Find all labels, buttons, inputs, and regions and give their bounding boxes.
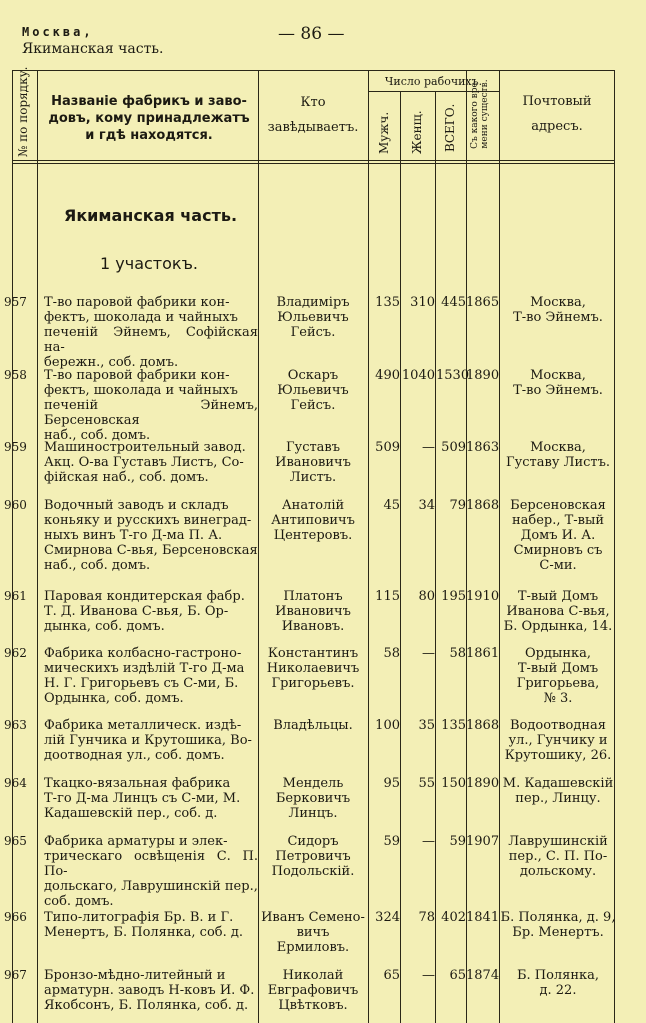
factory-name-line: Машиностроительный завод. bbox=[44, 440, 246, 455]
director-name-line: Ивановичъ bbox=[275, 455, 351, 470]
factory-name-line: Ткацко-вязальная фабрика bbox=[44, 776, 231, 791]
founded-year: 1841 bbox=[466, 910, 500, 925]
total-count: 79 bbox=[449, 498, 466, 513]
row-number: 961 bbox=[4, 589, 27, 603]
men-count: 65 bbox=[383, 968, 400, 983]
postal-address-line: Т-вый Домъ bbox=[517, 661, 599, 676]
director-name-line: Ермиловъ. bbox=[276, 940, 350, 955]
postal-address-line: Лаврушинскій bbox=[508, 834, 608, 849]
postal-address-line: дольскому. bbox=[519, 864, 597, 879]
postal-address-line: Ордынка, bbox=[524, 646, 591, 661]
factory-name-line: Т. Д. Иванова С-вья, Б. Ор- bbox=[44, 604, 229, 619]
factory-name-line: соб. домъ. bbox=[44, 894, 114, 909]
founded-year: 1910 bbox=[466, 589, 500, 604]
header-bottom-rule-2 bbox=[12, 163, 614, 164]
director-name bbox=[258, 718, 368, 733]
factory-name-line: Водочный заводъ и складъ bbox=[44, 498, 229, 513]
postal-address bbox=[500, 368, 616, 398]
director-name-line: Ивановичъ bbox=[275, 604, 351, 619]
col-header-no: № по порядку. bbox=[16, 66, 30, 157]
director-name-line: Антиповичъ bbox=[271, 513, 355, 528]
col-header-address-line: адресъ. bbox=[531, 119, 583, 134]
director-name-line: Евграфовичъ bbox=[267, 983, 359, 998]
director-name-line: Анатолій bbox=[281, 498, 345, 513]
director-name-line: Платонъ bbox=[283, 589, 343, 604]
women-count: 80 bbox=[418, 589, 435, 604]
director-name-line: Николаевичъ bbox=[266, 661, 360, 676]
factory-name bbox=[44, 968, 258, 1013]
col-header-men: Мужч. bbox=[377, 111, 391, 154]
factory-name-line: Фабрика колбасно-гастроно- bbox=[44, 646, 242, 661]
director-name-line: Гейсъ. bbox=[290, 325, 336, 340]
director-name-line: Юльевичъ bbox=[277, 310, 349, 325]
postal-address bbox=[500, 910, 616, 940]
factory-name-line: доотводная ул., соб. домъ. bbox=[44, 748, 225, 763]
factory-name bbox=[44, 498, 258, 573]
postal-address-line: Москва, bbox=[530, 295, 586, 310]
postal-address-line: ул., Гунчику и bbox=[508, 733, 608, 748]
men-count: 45 bbox=[383, 498, 400, 513]
men-count: 115 bbox=[375, 589, 400, 604]
factory-name-line: Типо-литографія Бр. В. и Г. bbox=[44, 910, 234, 925]
postal-address-line: Домъ И. А. bbox=[520, 528, 596, 543]
postal-address bbox=[500, 968, 616, 998]
postal-address-line: набер., Т-вый bbox=[511, 513, 605, 528]
col-header-director bbox=[258, 94, 368, 136]
postal-address bbox=[500, 646, 616, 706]
factory-name bbox=[44, 295, 258, 370]
total-count: 135 bbox=[441, 718, 466, 733]
director-name-line: Ивановъ. bbox=[281, 619, 345, 634]
row-number: 967 bbox=[4, 968, 27, 982]
postal-address bbox=[500, 718, 616, 763]
factory-name-line: Фабрика арматуры и элек- bbox=[44, 834, 228, 849]
founded-year: 1868 bbox=[466, 498, 500, 513]
director-name-line: Николай bbox=[282, 968, 344, 983]
factory-name-line: Якобсонъ, Б. Полянка, соб. д. bbox=[44, 998, 249, 1013]
factory-name-line: арматурн. заводъ Н-ковъ И. Ф. bbox=[44, 983, 255, 998]
founded-year: 1861 bbox=[466, 646, 500, 661]
factory-name-line: Менертъ, Б. Полянка, соб. д. bbox=[44, 925, 243, 940]
col-header-address-line: Почтовый bbox=[522, 94, 592, 109]
factory-name-line: мическихъ издѣлій Т-го Д-ма bbox=[44, 661, 245, 676]
subsection-title: 1 участокъ. bbox=[100, 254, 198, 273]
rule-men bbox=[400, 91, 401, 1023]
factory-name-line: ныхъ винъ Т-го Д-ма П. А. bbox=[44, 528, 223, 543]
factory-name bbox=[44, 368, 258, 443]
row-number: 964 bbox=[4, 776, 27, 790]
factory-name-line: Акц. О-ва Густавъ Листъ, Со- bbox=[44, 455, 244, 470]
director-name-line: Гейсъ. bbox=[290, 398, 336, 413]
postal-address-line: Григорьева, bbox=[516, 676, 600, 691]
factory-name-line: печеній Эйнемъ, Берсеновская bbox=[44, 398, 258, 428]
director-name-line: Иванъ Семено- bbox=[261, 910, 365, 925]
director-name-line: Центеровъ. bbox=[273, 528, 353, 543]
postal-address-line: пер., Линцу. bbox=[515, 791, 601, 806]
postal-address-line: С-ми. bbox=[539, 558, 577, 573]
founded-year: 1890 bbox=[466, 368, 500, 383]
postal-address-line: Москва, bbox=[530, 368, 586, 383]
director-name-line: Константинъ bbox=[267, 646, 359, 661]
col-header-since: Съ какого вре- мени существ. bbox=[470, 79, 490, 149]
postal-address-line: Т-во Эйнемъ. bbox=[513, 383, 603, 398]
men-count: 59 bbox=[383, 834, 400, 849]
rule-director bbox=[368, 70, 369, 1023]
col-header-name-line: Названіе фабрикъ и заво- bbox=[51, 94, 247, 109]
postal-address-line: Б. Полянка, д. 9, bbox=[500, 910, 616, 925]
director-name-line: Владѣльцы. bbox=[273, 718, 353, 733]
postal-address bbox=[500, 440, 616, 470]
director-name bbox=[258, 295, 368, 340]
men-count: 95 bbox=[383, 776, 400, 791]
row-number: 959 bbox=[4, 440, 27, 454]
postal-address-line: д. 22. bbox=[539, 983, 577, 998]
row-number: 963 bbox=[4, 718, 27, 732]
factory-name-line: Бронзо-мѣдно-литейный и bbox=[44, 968, 226, 983]
postal-address-line: Т-во Эйнемъ. bbox=[513, 310, 603, 325]
factory-name bbox=[44, 834, 258, 909]
founded-year: 1863 bbox=[466, 440, 500, 455]
factory-name bbox=[44, 440, 258, 485]
postal-address bbox=[500, 295, 616, 325]
factory-name-line: Т-во паровой фабрики кон- bbox=[44, 295, 230, 310]
col-header-name-line: и гдѣ находятся. bbox=[85, 128, 213, 143]
row-number: 966 bbox=[4, 910, 27, 924]
director-name-line: вичъ bbox=[296, 925, 330, 940]
total-count: 195 bbox=[441, 589, 466, 604]
men-count: 509 bbox=[375, 440, 400, 455]
row-number: 962 bbox=[4, 646, 27, 660]
factory-name bbox=[44, 776, 258, 821]
rule-total bbox=[466, 70, 467, 1023]
factory-name bbox=[44, 910, 258, 940]
director-name bbox=[258, 646, 368, 691]
postal-address-line: М. Кадашевскій bbox=[502, 776, 614, 791]
row-number: 958 bbox=[4, 368, 27, 382]
postal-address-line: Смирновъ съ bbox=[513, 543, 603, 558]
men-count: 490 bbox=[375, 368, 400, 383]
factory-name-line: бережн., соб. домъ. bbox=[44, 355, 179, 370]
row-number: 957 bbox=[4, 295, 27, 309]
postal-address-line: Берсеновская bbox=[510, 498, 606, 513]
postal-address-line: Бр. Менертъ. bbox=[512, 925, 604, 940]
women-count: 310 bbox=[410, 295, 435, 310]
factory-name-line: Смирнова С-вья, Берсеновская bbox=[44, 543, 258, 558]
women-count: 34 bbox=[418, 498, 435, 513]
factory-name-line: наб., соб. домъ. bbox=[44, 428, 151, 443]
director-name-line: Линцъ. bbox=[288, 806, 338, 821]
women-count: 78 bbox=[418, 910, 435, 925]
director-name bbox=[258, 834, 368, 879]
factory-name-line: Кадашевскій пер., соб. д. bbox=[44, 806, 218, 821]
postal-address-line: Густаву Листъ. bbox=[506, 455, 610, 470]
postal-address-line: Москва, bbox=[530, 440, 586, 455]
postal-address bbox=[500, 834, 616, 879]
header-district: Якиманская часть. bbox=[22, 41, 164, 57]
table-top-rule bbox=[12, 70, 614, 71]
postal-address-line: Б. Полянка, bbox=[516, 968, 600, 983]
postal-address-line: Б. Ордынка, 14. bbox=[503, 619, 613, 634]
col-header-name-line: довъ, кому принадлежатъ bbox=[48, 111, 250, 126]
row-number: 965 bbox=[4, 834, 27, 848]
col-header-total: ВСЕГО. bbox=[443, 103, 457, 152]
postal-address-line: № 3. bbox=[543, 691, 573, 706]
factory-name bbox=[44, 589, 258, 634]
factory-name-line: Т-го Д-ма Линцъ съ С-ми, М. bbox=[44, 791, 241, 806]
director-name-line: Подольскій. bbox=[271, 864, 355, 879]
factory-name-line: печеній Эйнемъ, Софійская на- bbox=[44, 325, 258, 355]
director-name-line: Цвѣтковъ. bbox=[278, 998, 348, 1013]
women-count: 35 bbox=[418, 718, 435, 733]
founded-year: 1874 bbox=[466, 968, 500, 983]
women-count: — bbox=[422, 646, 435, 661]
women-count: — bbox=[422, 440, 435, 455]
factory-name-line: Ордынка, соб. домъ. bbox=[44, 691, 184, 706]
postal-address-line: Иванова С-вья, bbox=[506, 604, 610, 619]
factory-name-line: фектъ, шоколада и чайныхъ bbox=[44, 310, 238, 325]
total-count: 445 bbox=[441, 295, 466, 310]
director-name bbox=[258, 910, 368, 955]
director-name bbox=[258, 589, 368, 634]
factory-name bbox=[44, 646, 258, 706]
total-count: 402 bbox=[441, 910, 466, 925]
factory-name-line: коньяку и русскихъ винеград- bbox=[44, 513, 252, 528]
director-name-line: Петровичъ bbox=[275, 849, 351, 864]
director-name-line: Юльевичъ bbox=[277, 383, 349, 398]
postal-address-line: Водоотводная bbox=[510, 718, 606, 733]
director-name bbox=[258, 776, 368, 821]
women-count: 55 bbox=[418, 776, 435, 791]
founded-year: 1907 bbox=[466, 834, 500, 849]
director-name-line: Сидоръ bbox=[287, 834, 339, 849]
director-name-line: Владиміръ bbox=[276, 295, 350, 310]
rule-women bbox=[435, 91, 436, 1023]
founded-year: 1868 bbox=[466, 718, 500, 733]
factory-name-line: фійская наб., соб. домъ. bbox=[44, 470, 209, 485]
factory-name-line: дынка, соб. домъ. bbox=[44, 619, 165, 634]
women-count: — bbox=[422, 968, 435, 983]
postal-address-line: Крутошику, 26. bbox=[504, 748, 612, 763]
women-count: — bbox=[422, 834, 435, 849]
postal-address bbox=[500, 498, 616, 573]
total-count: 509 bbox=[441, 440, 466, 455]
factory-name-line: лій Гунчика и Крутошика, Во- bbox=[44, 733, 252, 748]
page-number: — 86 — bbox=[278, 24, 345, 44]
men-count: 135 bbox=[375, 295, 400, 310]
men-count: 324 bbox=[375, 910, 400, 925]
director-name-line: Берковичъ bbox=[275, 791, 351, 806]
director-name bbox=[258, 440, 368, 485]
factory-name-line: Паровая кондитерская фабр. bbox=[44, 589, 245, 604]
total-count: 59 bbox=[449, 834, 466, 849]
founded-year: 1865 bbox=[466, 295, 500, 310]
director-name-line: Оскаръ bbox=[287, 368, 339, 383]
director-name bbox=[258, 498, 368, 543]
director-name-line: Григорьевъ. bbox=[271, 676, 355, 691]
col-header-address bbox=[500, 93, 614, 135]
header-city: Москва, bbox=[22, 25, 94, 39]
total-count: 150 bbox=[441, 776, 466, 791]
rule-no bbox=[37, 70, 38, 1023]
row-number: 960 bbox=[4, 498, 27, 512]
factory-name bbox=[44, 718, 258, 763]
postal-address-line: Т-вый Домъ bbox=[517, 589, 599, 604]
postal-address bbox=[500, 776, 616, 806]
director-name-line: Листъ. bbox=[289, 470, 337, 485]
factory-name-line: фектъ, шоколада и чайныхъ bbox=[44, 383, 238, 398]
section-title: Якиманская часть. bbox=[64, 206, 238, 225]
postal-address-line: пер., С. П. По- bbox=[508, 849, 608, 864]
col-header-workers: Число рабочихъ. bbox=[384, 75, 483, 88]
factory-name-line: Н. Г. Григорьевъ съ С-ми, Б. bbox=[44, 676, 239, 691]
rule-left bbox=[12, 70, 13, 1023]
women-count: 1040 bbox=[401, 368, 435, 383]
col-header-director-line: завѣдываетъ. bbox=[267, 120, 359, 135]
director-name-line: Мендель bbox=[282, 776, 344, 791]
factory-name-line: трическаго освѣщенія С. П. По- bbox=[44, 849, 258, 879]
rule-name bbox=[258, 70, 259, 1023]
total-count: 65 bbox=[449, 968, 466, 983]
men-count: 58 bbox=[383, 646, 400, 661]
total-count: 1530 bbox=[436, 368, 470, 383]
men-count: 100 bbox=[375, 718, 400, 733]
director-name bbox=[258, 968, 368, 1013]
col-header-director-line: Кто bbox=[300, 95, 326, 110]
founded-year: 1890 bbox=[466, 776, 500, 791]
postal-address bbox=[500, 589, 616, 634]
col-header-women: Женщ. bbox=[410, 110, 424, 154]
factory-name-line: Т-во паровой фабрики кон- bbox=[44, 368, 230, 383]
director-name bbox=[258, 368, 368, 413]
factory-name-line: дольскаго, Лаврушинскій пер., bbox=[44, 879, 258, 894]
director-name-line: Густавъ bbox=[285, 440, 341, 455]
header-bottom-rule bbox=[12, 160, 614, 161]
factory-name-line: наб., соб. домъ. bbox=[44, 558, 151, 573]
col-header-name bbox=[40, 93, 258, 144]
total-count: 58 bbox=[449, 646, 466, 661]
factory-name-line: Фабрика металлическ. издѣ- bbox=[44, 718, 242, 733]
